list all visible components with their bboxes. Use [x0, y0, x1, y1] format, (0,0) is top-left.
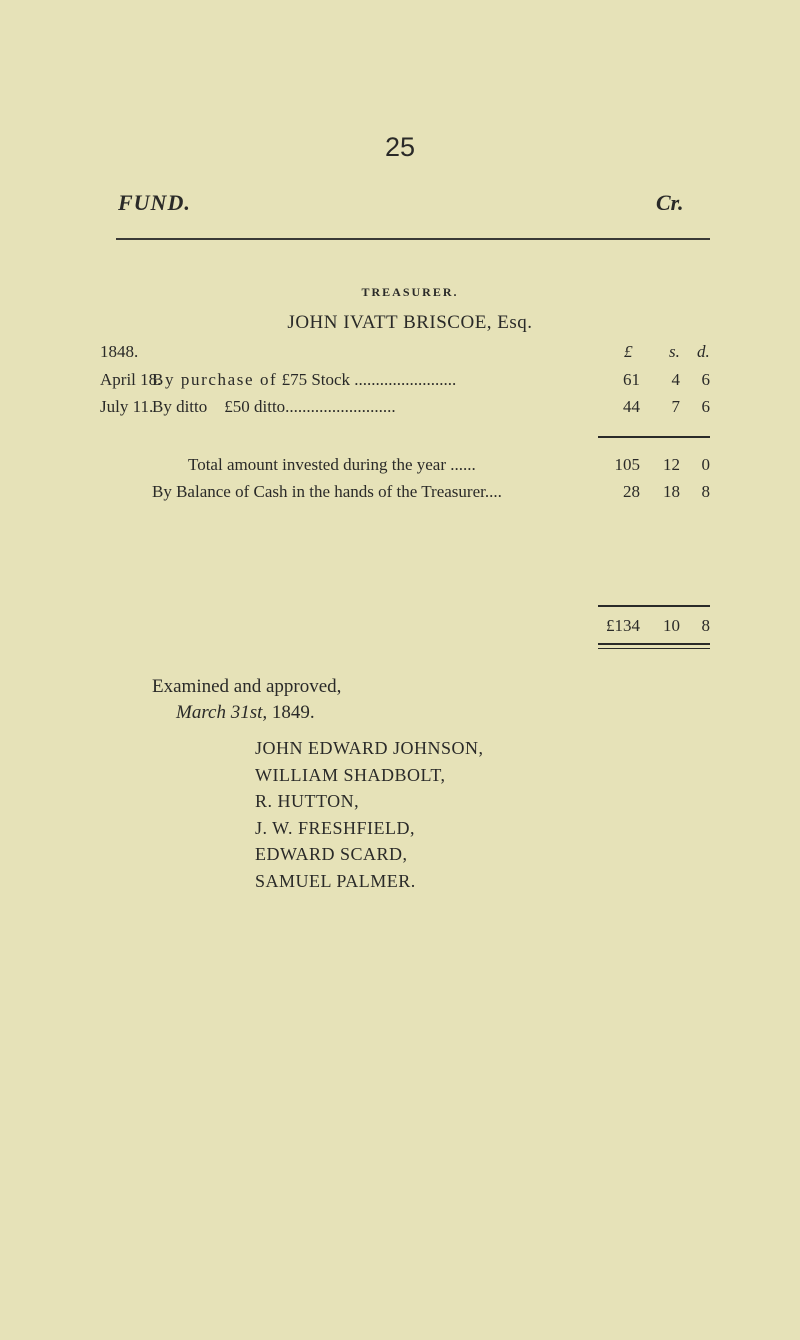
entry-rest: £50 ditto..........................	[207, 397, 396, 416]
grand-total-shillings: 10	[663, 616, 680, 635]
signatory-name: JOHN EDWARD JOHNSON,	[255, 738, 484, 758]
entry-pence: 6	[701, 397, 710, 416]
total-shillings: 12	[663, 455, 680, 474]
year-label: 1848.	[100, 342, 139, 361]
treasurer-name: JOHN IVATT BRISCOE, Esq.	[287, 312, 533, 333]
entry-rest: £75 Stock ........................	[277, 370, 457, 389]
entry-lead: By purchase of	[152, 370, 278, 389]
entry-description	[152, 397, 396, 417]
signatory-list	[255, 735, 484, 894]
signatory-name: J. W. FRESHFIELD,	[255, 817, 416, 838]
balance-label: By Balance of Cash in the hands of the Treasurer....	[152, 482, 502, 501]
signatory-name: SAMUEL PALMER.	[255, 870, 416, 891]
shillings-header: s.	[669, 342, 680, 361]
total-pounds: 105	[614, 455, 640, 474]
signatory-name: WILLIAM SHADBOLT,	[255, 764, 446, 785]
approval-text: Examined and approved,	[152, 676, 342, 697]
approval-date	[176, 702, 315, 724]
header-rule	[116, 238, 710, 240]
signatory-name: EDWARD SCARD,	[255, 844, 408, 864]
entry-description	[152, 370, 456, 390]
page-number: 25	[384, 132, 416, 162]
total-label: Total amount invested during the year ......	[188, 455, 476, 474]
grand-total-pence: 8	[701, 616, 710, 635]
header-fund: FUND.	[118, 190, 191, 215]
entry-pounds: 61	[623, 370, 640, 389]
entry-date: April 18.	[100, 370, 162, 389]
entry-pence: 6	[701, 370, 710, 389]
balance-shillings: 18	[663, 482, 680, 501]
entry-shillings: 7	[671, 397, 680, 416]
approval-month: March	[176, 702, 226, 723]
treasurer-label: TREASURER.	[361, 285, 459, 299]
subtotal-rule	[598, 436, 710, 438]
pounds-header: £	[624, 342, 633, 361]
grand-total-double-rule	[598, 643, 710, 649]
entry-date: July 11.	[100, 397, 154, 416]
approval-year: 1849.	[267, 702, 315, 723]
pence-header: d.	[697, 342, 710, 361]
grand-total-pounds: £134	[606, 616, 640, 635]
signatory-name: R. HUTTON,	[255, 791, 360, 811]
balance-pounds: 28	[623, 482, 640, 501]
grand-total-rule	[598, 605, 710, 607]
entry-lead: By ditto	[152, 397, 208, 416]
total-pence: 0	[701, 455, 710, 474]
header-credit: Cr.	[656, 190, 684, 215]
entry-shillings: 4	[671, 370, 680, 389]
approval-day: 31st,	[225, 702, 268, 723]
balance-pence: 8	[701, 482, 710, 501]
entry-pounds: 44	[623, 397, 640, 416]
